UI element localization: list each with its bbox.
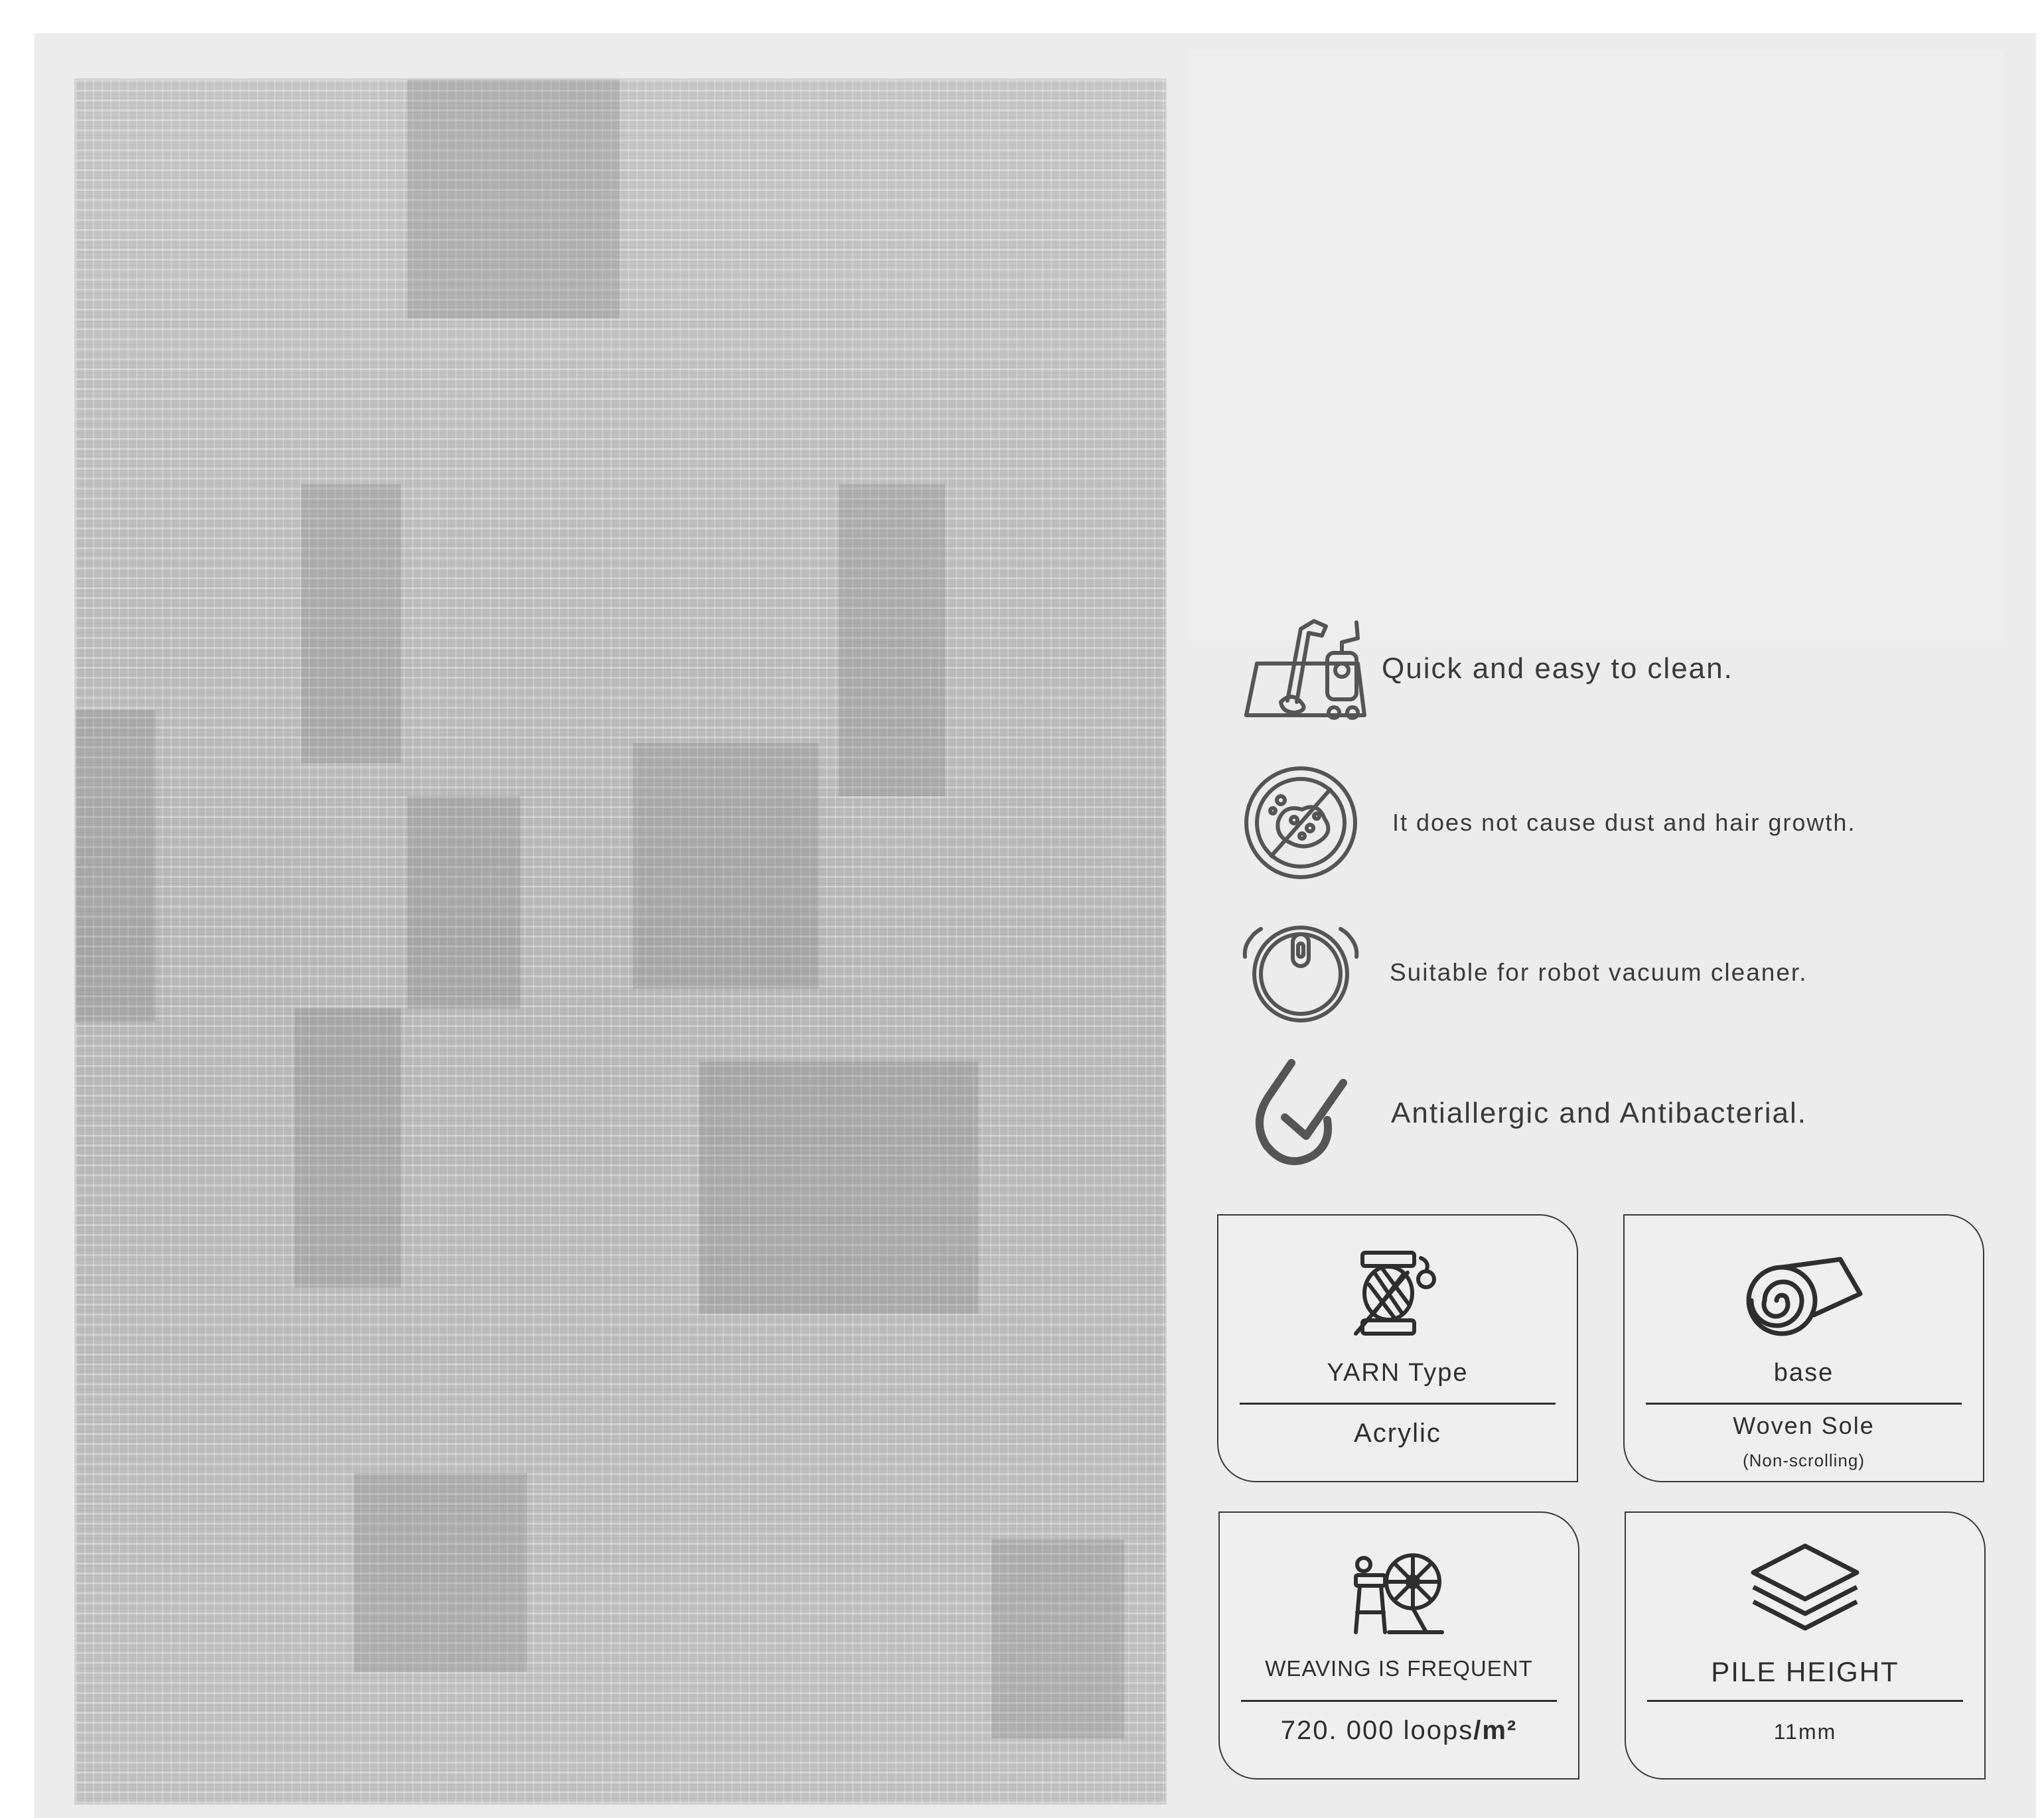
robot-vacuum-icon [1234,913,1367,1032]
spec-note: (Non-scrolling) [1742,1450,1865,1470]
rug-pattern-block [295,1009,401,1287]
blank-panel [1191,50,2003,641]
spec-divider [1241,1700,1557,1702]
spec-label: base [1773,1359,1834,1387]
rug-pattern-block [633,743,819,989]
spec-value: Acrylic [1354,1419,1441,1448]
spec-value-unit: /m² [1473,1716,1518,1745]
spec-value [1220,1716,1578,1746]
feature-text: Suitable for robot vacuum cleaner. [1390,959,1808,986]
spec-label: WEAVING IS FREQUENT [1265,1656,1533,1681]
rug-pattern-block [354,1473,527,1672]
spinning-wheel-icon [1220,1546,1578,1639]
feature-text: Quick and easy to clean. [1382,652,1733,685]
spec-label: PILE HEIGHT [1711,1656,1899,1687]
spec-card-yarn [1217,1214,1578,1482]
no-dust-icon [1234,763,1367,882]
feature-robot-vacuum [1234,913,2004,1032]
rug-pattern-block [76,710,155,1022]
feature-no-dust [1234,763,2004,882]
feature-text: Antiallergic and Antibacterial. [1391,1097,1807,1129]
rug-image [76,80,1165,1803]
rolled-carpet-icon [1625,1246,1983,1339]
spec-card-pile-height [1625,1511,1986,1780]
spec-label: YARN Type [1327,1359,1469,1387]
feature-text: It does not cause dust and hair growth. [1392,809,1856,836]
yarn-spool-icon [1218,1246,1577,1339]
layers-icon [1626,1539,1984,1632]
spec-card-weaving [1218,1511,1579,1780]
spec-card-base [1623,1214,1984,1482]
rug-pattern-block [407,796,520,1009]
rug-pattern-block [301,484,401,763]
rug-pattern-block [699,1062,978,1314]
spec-value: Woven Sole [1733,1412,1875,1439]
vacuum-cleaning-icon [1234,609,1367,729]
rug-pattern-block [839,484,945,796]
spec-value-number: 720. 000 loops [1280,1716,1474,1745]
spec-divider [1240,1403,1556,1405]
rug-pattern-block [991,1539,1124,1738]
spec-divider [1646,1403,1962,1405]
rug-pattern-block [407,80,620,318]
spec-value: 11mm [1773,1720,1837,1744]
spec-divider [1647,1700,1963,1702]
feature-antiallergic [1234,1054,2004,1173]
antiallergic-drop-icon [1234,1054,1367,1173]
feature-easy-clean [1234,609,2004,729]
